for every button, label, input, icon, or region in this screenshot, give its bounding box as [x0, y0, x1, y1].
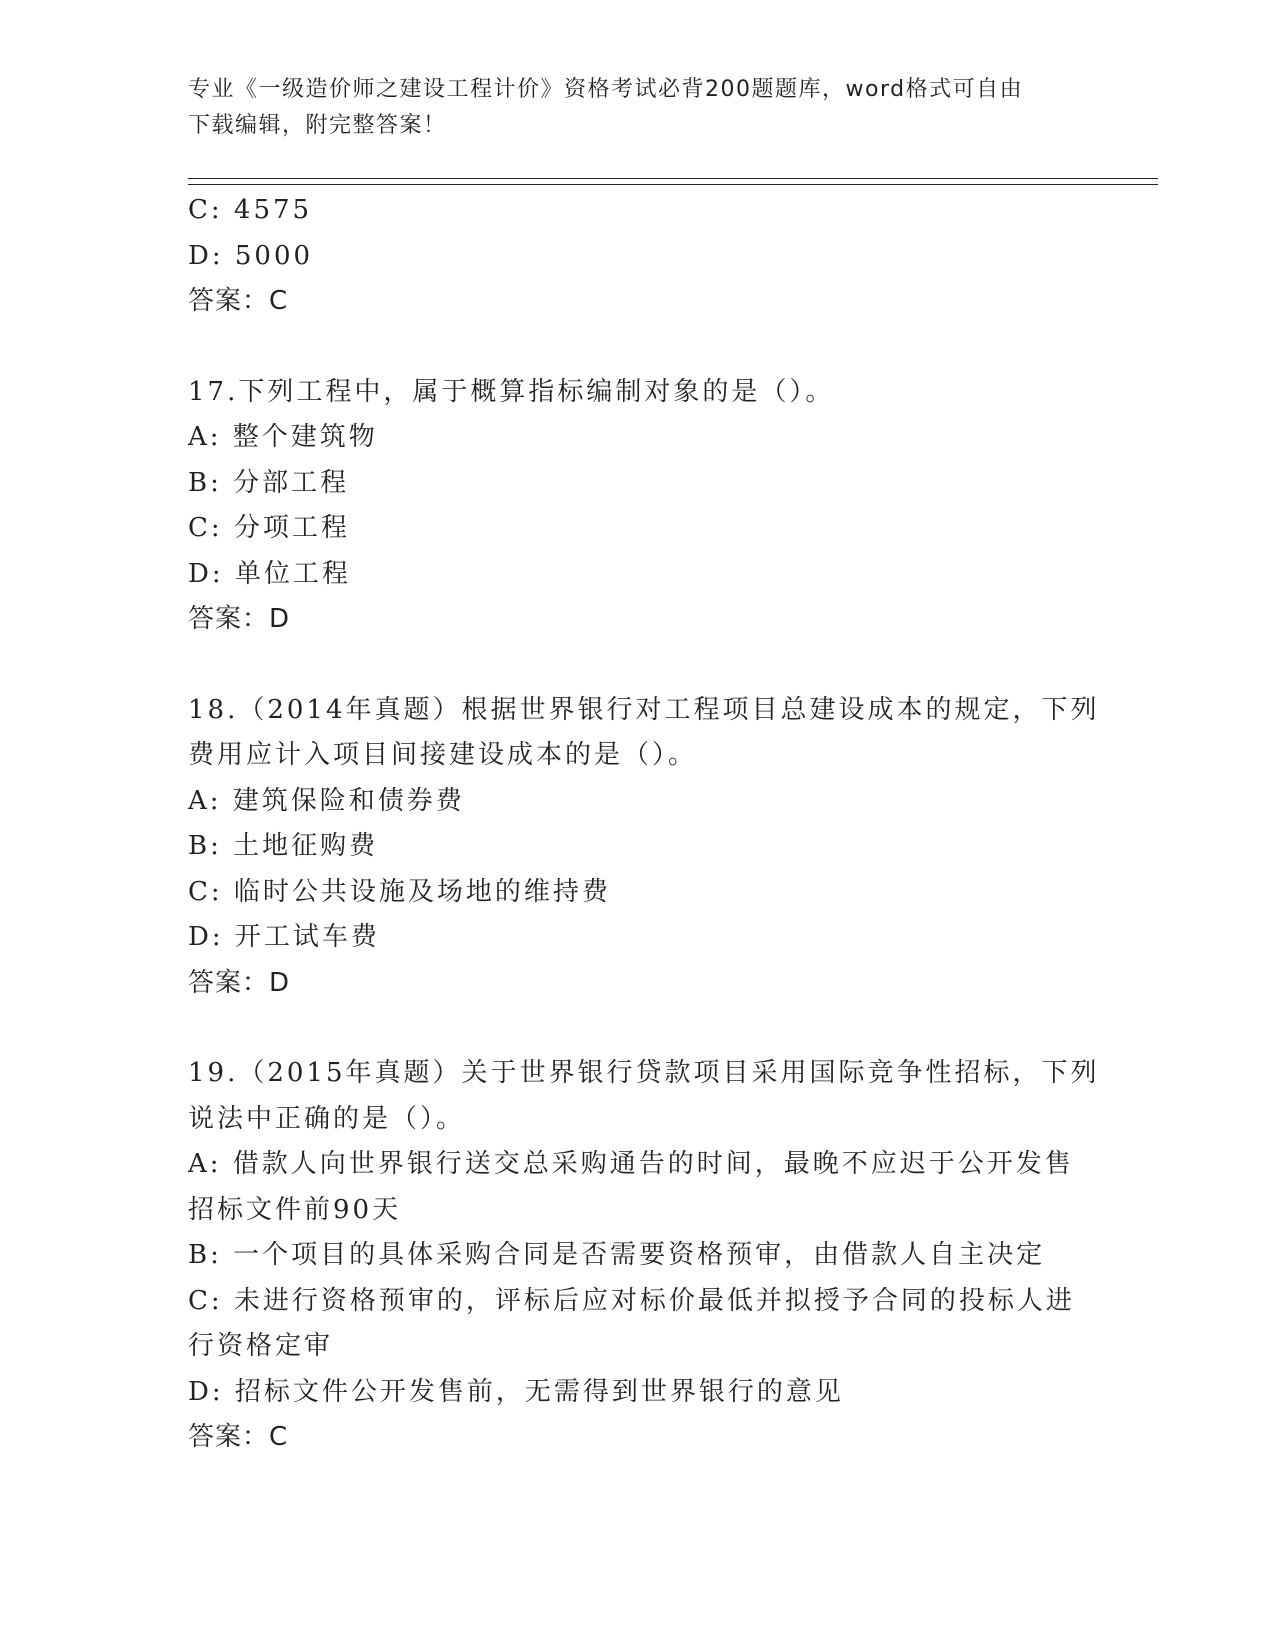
- question-stem: 17.下列工程中，属于概算指标编制对象的是（）。: [188, 376, 835, 407]
- answer: 答案：D: [188, 967, 291, 998]
- option-a-line-1: A: 借款人向世界银行送交总采购通告的时间，最晚不应迟于公开发售: [188, 1149, 1074, 1179]
- option-c-line-1: C: 未进行资格预审的，评标后应对标价最低并拟授予合同的投标人进: [188, 1285, 1075, 1316]
- option-d: D: 5000: [188, 240, 314, 271]
- header-divider-top: [188, 178, 1158, 179]
- option-a-line-2: 招标文件前90天: [188, 1194, 402, 1225]
- answer: 答案：C: [188, 1422, 289, 1452]
- option-a: A: 整个建筑物: [188, 422, 378, 452]
- question-stem-line-2: 费用应计入项目间接建设成本的是（）。: [188, 740, 698, 770]
- answer: 答案：C: [188, 286, 289, 316]
- option-c: C: 4575: [188, 195, 313, 225]
- option-b: B: 分部工程: [188, 467, 350, 498]
- header-line-1: 专业《一级造价师之建设工程计价》资格考试必背200题题库，word格式可自由: [188, 77, 1024, 102]
- question-17: [188, 370, 1088, 643]
- header-divider-bottom: [188, 184, 1158, 185]
- question-18: [188, 688, 1100, 1007]
- option-d: D: 招标文件公开发售前，无需得到世界银行的意见: [188, 1376, 844, 1407]
- previous-question-tail: [188, 188, 1088, 325]
- answer: 答案：D: [188, 604, 291, 634]
- option-b: B: 土地征购费: [188, 831, 379, 861]
- question-stem-line-1: 19.（2015年真题）关于世界银行贷款项目采用国际竞争性招标，下列: [188, 1058, 1100, 1088]
- option-c-line-2: 行资格定审: [188, 1331, 334, 1361]
- header-line-2: 下载编辑，附完整答案！: [188, 113, 447, 138]
- document-header: [188, 72, 1068, 144]
- question-stem-line-2: 说法中正确的是（）。: [188, 1103, 466, 1134]
- option-a: A: 建筑保险和债券费: [188, 785, 465, 816]
- option-c: C: 分项工程: [188, 513, 350, 543]
- question-list: [188, 188, 1100, 1461]
- option-d: D: 开工试车费: [188, 922, 380, 952]
- question-stem-line-1: 18.（2014年真题）根据世界银行对工程项目总建设成本的规定，下列: [188, 694, 1100, 725]
- question-19: [188, 1051, 1100, 1461]
- option-c: C: 临时公共设施及场地的维持费: [188, 876, 611, 907]
- option-d: D: 单位工程: [188, 558, 351, 589]
- option-b: B: 一个项目的具体采购合同是否需要资格预审，由借款人自主决定: [188, 1240, 1046, 1270]
